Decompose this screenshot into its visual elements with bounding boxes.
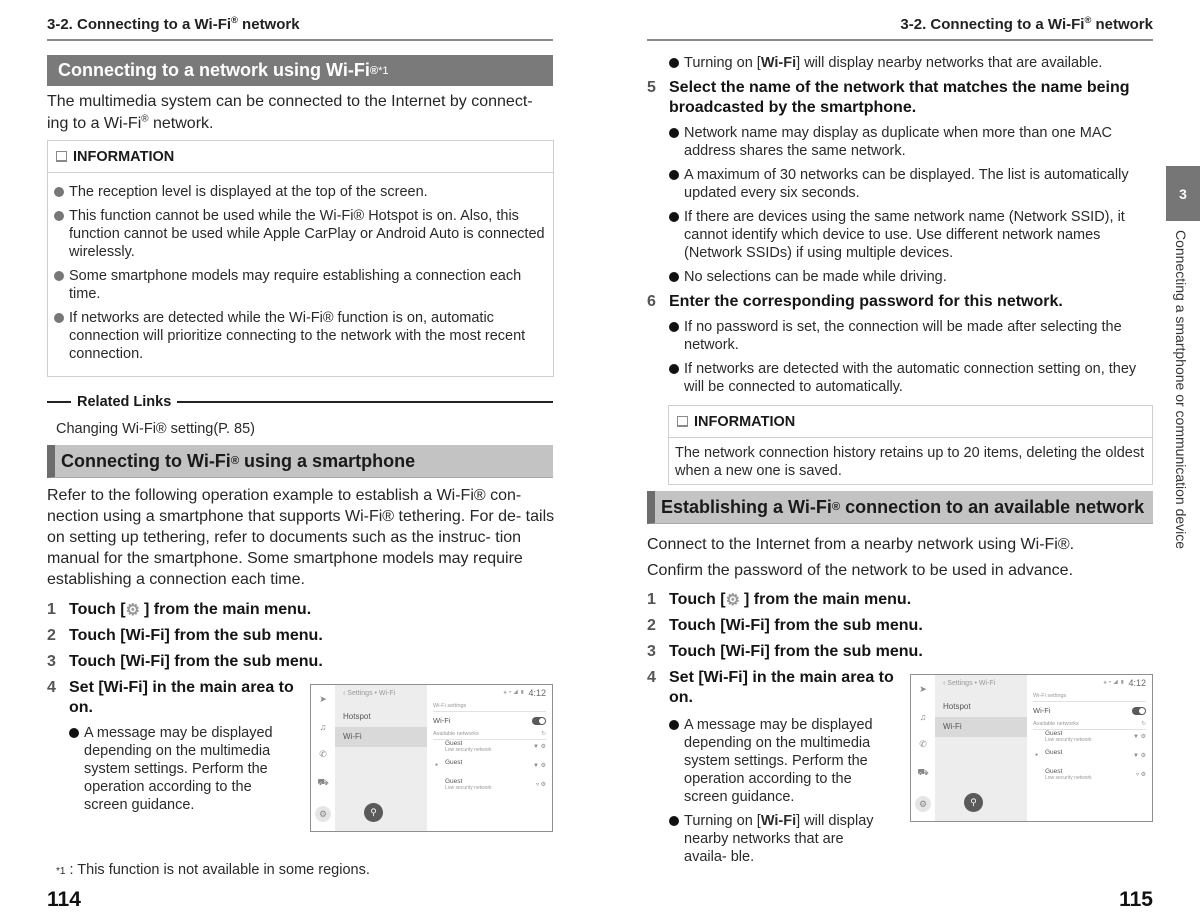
content-column-top	[647, 54, 1157, 402]
info-item: The reception level is displayed at the top of the screen.	[54, 183, 547, 201]
network-item: ● Guest ▼ ⚙	[1035, 749, 1146, 759]
footnote: *1 : This function is not available in some regions.	[56, 862, 370, 878]
info-item: Some smartphone models may require establishing a connection each time.	[54, 267, 547, 303]
step-4: 4 Set [Wi-Fi] in the main area to on.	[647, 669, 894, 706]
step-1: 1 Touch [⚙ ] from the main menu.	[647, 591, 912, 609]
step-1: 1 Touch [⚙ ] from the main menu.	[47, 601, 312, 619]
chapter-tab: 3	[1166, 166, 1200, 221]
info-item: This function cannot be used while the Wi-Fi® Hotspot is on. Also, this function cannot be used while Apple CarPlay or Android Auto is connected wirelessly.	[54, 207, 547, 261]
network-item: Guest Low security network ▼ ⚙	[1045, 730, 1146, 743]
step-5: 5 Select the name of the network that matches the name being broadcasted by the smartphone.	[647, 79, 1130, 116]
screen-sub-menu: ‹ Settings • Wi-Fi Hotspot Wi-Fi ⚲	[935, 675, 1027, 821]
refresh-icon: ↻	[1141, 721, 1146, 727]
lock-icon: ●	[1035, 752, 1039, 758]
sub-item-wifi: Wi-Fi	[335, 727, 427, 747]
section-intro: The multimedia system can be connected to the Internet by connect- ing to a Wi-Fi® network.	[47, 93, 533, 132]
clock: 4:12	[528, 688, 546, 698]
phone-icon: ✆	[319, 748, 327, 759]
info-title: INFORMATION	[73, 148, 175, 165]
step-4-note: A message may be displayed depending on the multimedia system settings. Perform the operation according to the screen guidance.	[669, 716, 874, 806]
music-icon: ♫	[919, 711, 927, 722]
information-box	[47, 140, 554, 377]
search-icon: ⚲	[964, 793, 983, 812]
steps-list	[47, 600, 337, 820]
network-item: Guest Low security network ▼ ⚙	[445, 740, 546, 753]
step-5-note: Network name may display as duplicate when more than one MAC address shares the same network.	[669, 124, 1157, 160]
status-icons: ⚹ ▿ ◢ ▮	[503, 689, 525, 696]
sub-item-wifi: Wi-Fi	[935, 717, 1027, 737]
step-5-note: A maximum of 30 networks can be displayed. The list is automatically updated every six seconds.	[669, 166, 1157, 202]
wifi-toggle	[532, 717, 546, 725]
wifi-note: Turning on [Wi-Fi] will display nearby networks that are available.	[669, 54, 1157, 72]
wifi-toggle	[1132, 707, 1146, 715]
running-head: 3-2. Connecting to a Wi-Fi® network	[900, 15, 1153, 33]
settings-gear-icon: ⚙	[915, 796, 931, 812]
steps-list	[647, 590, 947, 872]
available-network-intro: Connect to the Internet from a nearby network using Wi-Fi®. Confirm the password of the network to be used in advance.	[647, 536, 1075, 579]
related-link-wifi-setting[interactable]: Changing Wi-Fi® setting(P. 85)	[56, 421, 255, 437]
step-4-note: Turning on [Wi-Fi] will display nearby networks that are availa- ble.	[669, 812, 889, 866]
car-icon: ⛟	[317, 777, 329, 788]
wifi-settings-screen	[310, 684, 553, 832]
header-rule	[47, 39, 553, 41]
step-3: 3 Touch [Wi-Fi] from the sub menu.	[647, 643, 923, 660]
network-item: Guest Low security network ▿ ⚙	[1045, 768, 1146, 781]
page-number: 114	[47, 888, 81, 911]
step-5-note: If there are devices using the same network name (Network SSID), it cannot identify which device to use. Use different network names (Network SSIDs) if using multiple devices.	[669, 208, 1157, 262]
navigation-icon: ➤	[319, 693, 327, 704]
step-4-note: A message may be displayed depending on the multimedia system settings. Perform the operation according to the screen guidance.	[69, 724, 274, 814]
network-item: Guest Low security network ▿ ⚙	[445, 778, 546, 791]
screen-sub-menu	[335, 685, 427, 831]
step-2: 2 Touch [Wi-Fi] from the sub menu.	[647, 617, 923, 634]
gear-icon: ⚙	[725, 592, 740, 609]
step-2: 2 Touch [Wi-Fi] from the sub menu.	[47, 627, 323, 644]
phone-icon: ✆	[919, 738, 927, 749]
chapter-title: Connecting a smartphone or communication device	[1173, 230, 1189, 550]
screen-side-rail	[311, 685, 335, 831]
screen-breadcrumb: ‹ Settings • Wi-Fi	[343, 690, 396, 697]
information-box: INFORMATION The network connection history retains up to 20 items, deleting the oldest when a new one is saved.	[668, 405, 1153, 485]
smartphone-intro: Refer to the following operation example to establish a Wi-Fi® con- nection using a smartphone that supports Wi-Fi® tethering. For de- tails on setting up tethering, refer to documents such as the instruc- tion manual for the smartphone. Some smartphone models may require establishing a connection each time.	[47, 487, 555, 588]
search-icon: ⚲	[364, 803, 383, 822]
step-3: 3 Touch [Wi-Fi] from the sub menu.	[47, 653, 323, 670]
book-icon	[56, 151, 67, 162]
step-5-note: No selections can be made while driving.	[669, 268, 1157, 286]
section-heading-network-wifi: Connecting to a network using Wi-Fi ® *1	[47, 55, 553, 86]
step-6-note: If no password is set, the connection will be made after selecting the network.	[669, 318, 1157, 354]
running-head: 3-2. Connecting to a Wi-Fi® network	[47, 15, 300, 33]
step-6-note: If networks are detected with the automatic connection setting on, they will be connected to automatically.	[669, 360, 1157, 396]
page-number: 115	[1119, 888, 1153, 911]
screen-side-rail	[911, 675, 935, 821]
right-page	[600, 0, 1200, 921]
navigation-icon: ➤	[919, 683, 927, 694]
settings-gear-icon: ⚙	[315, 806, 331, 822]
refresh-icon: ↻	[541, 731, 546, 737]
car-icon: ⛟	[917, 767, 929, 778]
section-heading-smartphone: Connecting to Wi-Fi ® using a smartphone	[47, 445, 553, 478]
header-rule	[647, 39, 1153, 41]
wifi-settings-screen	[910, 674, 1153, 822]
network-item: ● Guest ▼ ⚙	[435, 759, 546, 769]
screen-main-area: ⚹ ▿ ◢ ▮ 4:12 Wi-Fi settings Wi-Fi Available networks ↻ Guest Low security network ▼ ⚙ ● Guest ▼ ⚙ Guest Low security network ▿ ⚙	[1027, 675, 1152, 821]
book-icon	[677, 416, 688, 427]
related-links-heading: Related Links	[47, 394, 553, 410]
gear-icon: ⚙	[125, 602, 140, 619]
sub-item-hotspot: Hotspot	[943, 702, 971, 711]
step-6: 6 Enter the corresponding password for this network.	[647, 293, 1063, 310]
screen-main-area: ⚹ ▿ ◢ ▮ 4:12 Wi-Fi settings Wi-Fi Available networks ↻ Guest Low security network ▼ ⚙ ● Guest ▼ ⚙ Guest Low security network ▿ ⚙	[427, 685, 552, 831]
lock-icon: ●	[435, 762, 439, 768]
step-4: 4 Set [Wi-Fi] in the main area to on.	[47, 679, 294, 716]
info-item: If networks are detected while the Wi-Fi® function is on, automatic connection will prioritize connecting to the network with the most recent connection.	[54, 309, 547, 363]
section-heading-available-network: Establishing a Wi-Fi ® connection to an available network	[647, 491, 1153, 524]
sub-item-hotspot: Hotspot	[343, 712, 371, 721]
music-icon: ♫	[319, 721, 327, 732]
